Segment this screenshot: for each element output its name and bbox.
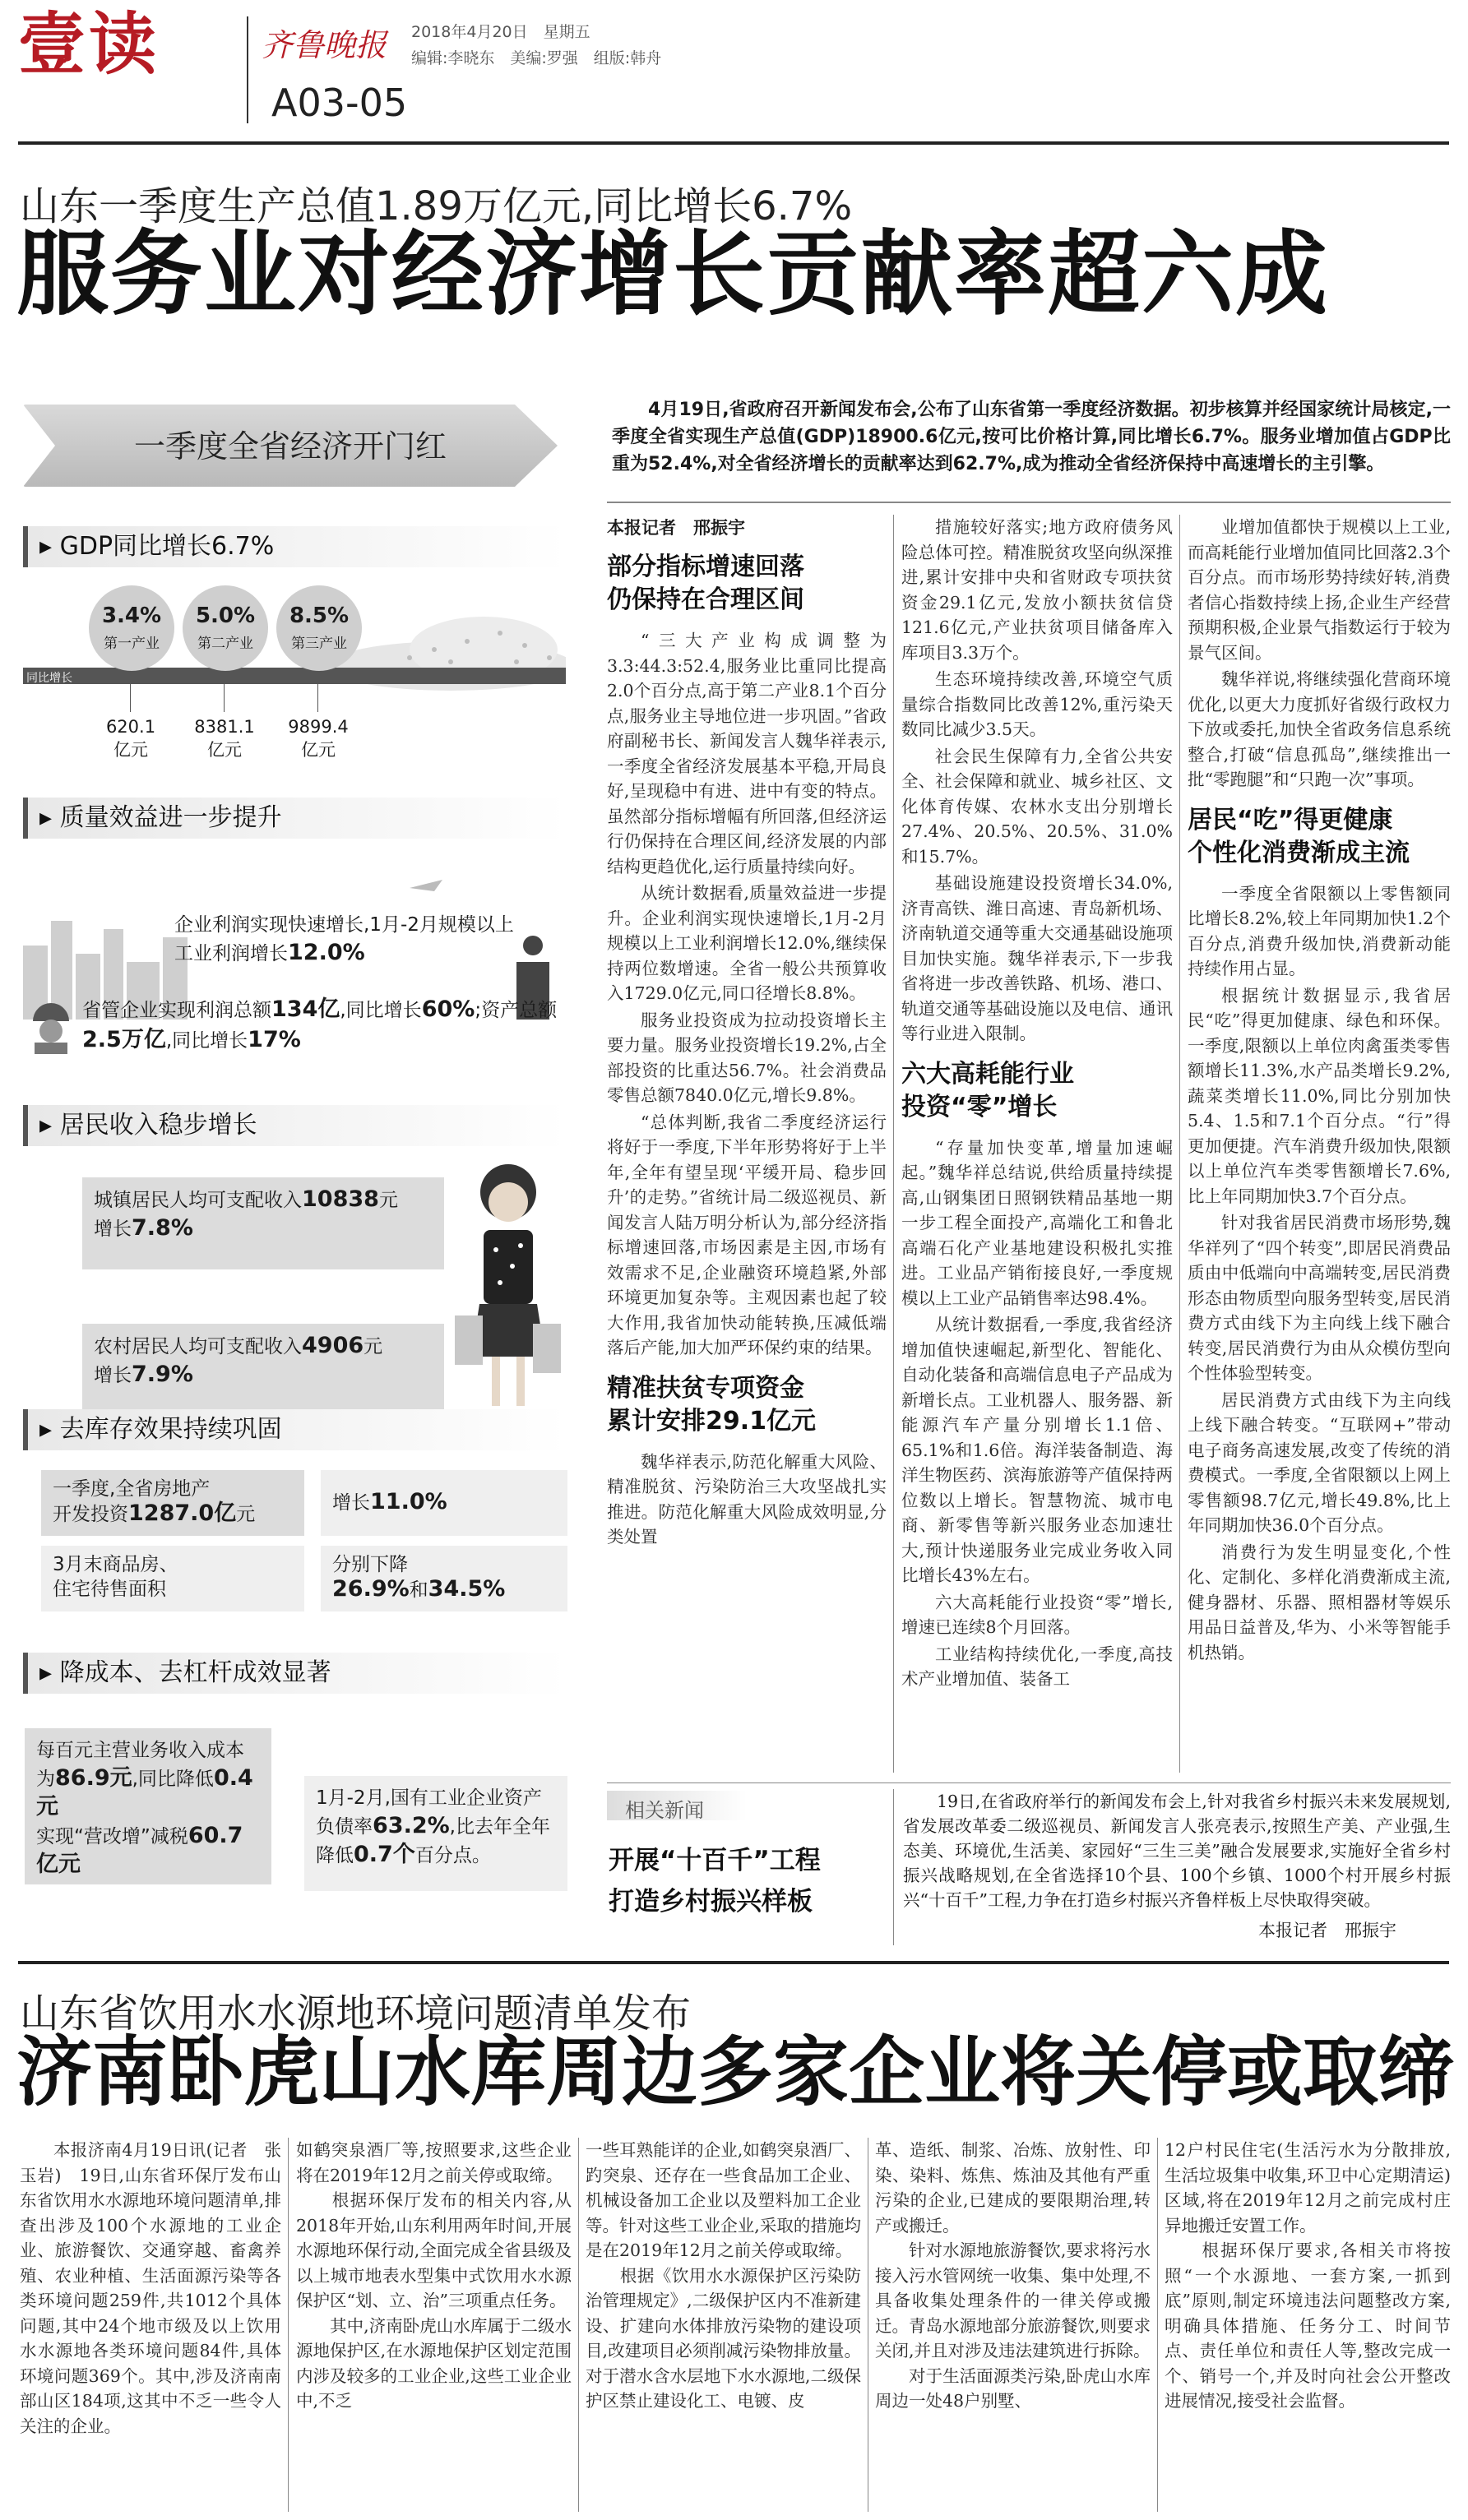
related-rule bbox=[607, 1782, 1451, 1783]
investment-label: 一季度,全省房地产 bbox=[53, 1478, 211, 1500]
leverage-label: 1月-2月,国有工业企业资产负债率 bbox=[316, 1787, 542, 1838]
paragraph: 措施较好落实;地方政府债务风险总体可控。精准脱贫攻坚向纵深推进,累计安排中央和省财政专项扶贫资金29.1亿元,发放小额扶贫信贷121.6亿元,产业扶贫项目储备库入库项目3.3万个。 bbox=[901, 517, 1173, 663]
related-news-label: 相关新闻 bbox=[625, 1799, 704, 1822]
leader-line bbox=[317, 673, 318, 712]
unit: 元 bbox=[236, 1504, 256, 1525]
related-headline-line-2: 打造乡村振兴样板 bbox=[609, 1887, 813, 1917]
paragraph: “存量加快变革,增量加速崛起。”魏华祥总结说,供给质量持续提高,山钢集团日照钢铁精品基地一期一步工程全面投产,高端化工和鲁北高端石化产业基地建设积极扎实推进。工业品产销衔接良好,一季度规模以上工业产品销售率达98.4%。 bbox=[901, 1137, 1173, 1308]
gdp-heading bbox=[23, 526, 566, 567]
article1-subhead-2: 精准扶贫专项资金 累计安排29.1亿元 bbox=[607, 1373, 817, 1436]
soe-profit-text bbox=[82, 995, 567, 1056]
article1-column-3 bbox=[1188, 515, 1451, 1773]
unit: 亿元 bbox=[207, 740, 242, 760]
article1-lede: 4月19日,省政府召开新闻发布会,公布了山东省第一季度经济数据。初步核算并经国家统计局核定,一季度全省实现生产总值(GDP)18900.6亿元,按可比价格计算,同比增长6.7%。服务业增加值占GDP比重为52.4%,对全省经济增长的贡献率达到62.7%,成为推动全省经济保持中高速增长的主引擎。 bbox=[612, 400, 1451, 474]
article1-column-1 bbox=[607, 515, 887, 1785]
inventory-label-2: 住宅待售面积 bbox=[53, 1579, 166, 1600]
paragraph: 社会民生保障有力,全省公共安全、社会保障和就业、城乡社区、文化体育传媒、农林水支出分别增长27.4%、20.5%、20.5%、31.0%和15.7%。 bbox=[901, 746, 1173, 867]
urban-income-value: 10838 bbox=[302, 1186, 379, 1212]
rural-income-value: 4906 bbox=[302, 1333, 364, 1358]
industry-value-primary bbox=[86, 717, 176, 761]
column-rule bbox=[893, 1789, 894, 1945]
paragraph: 魏华祥说,将继续强化营商环境优化,以更大力度抓好省级行政权力下放或委托,加快全省政务信息系统整合,打破“信息孤岛”,继续推出一批“零跑腿”和“只跑一次”事项。 bbox=[1188, 669, 1451, 789]
paragraph: 12户村民住宅(生活污水为分散排放,生活垃圾集中收集,环卫中心定期清运)区域,将在2019年12月之前完成村庄异地搬迁安置工作。 根据环保厅要求,各相关市将按照“一个水源地、一套方案,一抓到底”原则,制定环境违法问题整改方案,明确具体措施、任务分工、时间节点、责任单位和责任人等,整改完成一个、销号一个,并及时向社会公开整改进展情况,接受社会监督。 bbox=[1165, 2140, 1451, 2411]
triangle-icon: ▸ bbox=[39, 1111, 53, 1140]
paragraph: 生态环境持续改善,环境空气质量综合指数同比改善12%,重污染天数同比减少3.5天。 bbox=[901, 669, 1173, 739]
industry-growth: 5.0% bbox=[195, 603, 256, 628]
article2-column-2 bbox=[296, 2138, 572, 2512]
paragraph: 业增加值都快于规模以上工业,而高耗能行业增加值同比回落2.3个百分点。而市场形势持续好转,消费者信心指数持续上扬,企业生产经营预期积极,企业景气指数运行于较为景气区间。 bbox=[1188, 517, 1451, 663]
paragraph: 消费行为发生明显变化,个性化、定制化、多样化消费渐成主流,健身器材、乐器、照相器材等娱乐用品日益普及,华为、小米等智能手机热销。 bbox=[1188, 1542, 1451, 1662]
text: 分别下降 bbox=[332, 1554, 408, 1575]
profit-growth-label: 企业利润实现快速增长,1月-2月规模以上工业利润增长 bbox=[174, 914, 514, 964]
industry-name: 第二产业 bbox=[197, 636, 253, 652]
paragraph: 本报济南4月19日讯(记者 张玉岩) 19日,山东省环保厅发布山东省饮用水水源地环境问题清单,排查出涉及100个水源地的工业企业、旅游餐饮、交通穿越、畜禽养殖、农业种植、生活面源污染等各类环境问题259件,共1012个具体问题,其中24个地市级及以上饮用水水源地各类环境问题84件,具体环境问题369个。其中,涉及济南南部山区184项,这其中不乏一些令人关注的企业。 bbox=[20, 2140, 281, 2436]
masthead-rule bbox=[18, 141, 1449, 145]
industry-circle-primary bbox=[89, 585, 174, 671]
investment-growth-box bbox=[321, 1470, 567, 1536]
column-rule bbox=[578, 2138, 579, 2512]
industry-value-secondary bbox=[179, 717, 270, 761]
column-rule bbox=[1179, 515, 1180, 1773]
gdp-axis-label: 同比增长 bbox=[26, 672, 72, 685]
industry-circle-secondary bbox=[183, 585, 268, 671]
text: ,同比降低 bbox=[132, 1769, 214, 1790]
urban-income-growth: 7.8% bbox=[132, 1215, 193, 1241]
investment-value: 1287.0亿 bbox=[128, 1500, 237, 1526]
leverage-value: 63.2% bbox=[373, 1813, 450, 1838]
leverage-decline: 0.7个 bbox=[354, 1842, 415, 1867]
text: ,比去年全年降低 bbox=[316, 1816, 550, 1866]
inventory-heading bbox=[23, 1409, 566, 1450]
paragraph: 针对我省居民消费市场形势,魏华祥列了“四个转变”,即居民消费品质由中低端向中高端转变,居民消费形态由物质型向服务型转变,居民消费方式由线下为主向线上线下融合转变,居民消费行为由从众模仿型向个性体验型转变。 bbox=[1188, 1213, 1451, 1383]
soe-assets-growth: 17% bbox=[248, 1027, 301, 1052]
rural-income-growth: 7.9% bbox=[132, 1362, 193, 1387]
text: 开发投资 bbox=[53, 1504, 128, 1525]
triangle-icon: ▸ bbox=[39, 803, 53, 832]
paragraph: 服务业投资成为拉动投资增长主要力量。服务业投资增长19.2%,占全部投资的比重达56.7%。社会消费品零售总额7840.0亿元,增长9.8%。 bbox=[607, 1010, 887, 1105]
cost-label: 每百元主营业务收入成本为 bbox=[36, 1740, 244, 1790]
article1-subhead-3: 六大高耗能行业 投资“零”增长 bbox=[901, 1059, 1074, 1121]
urban-income-label: 城镇居民人均可支配收入 bbox=[94, 1190, 302, 1211]
cost-heading bbox=[23, 1653, 566, 1694]
article1-byline: 本报记者 邢振宇 bbox=[607, 518, 745, 538]
related-news-headline bbox=[609, 1840, 888, 1922]
article2-column-1 bbox=[20, 2138, 281, 2512]
inventory-label: 3月末商品房、 bbox=[53, 1554, 178, 1575]
inventory-box bbox=[41, 1546, 304, 1611]
article1-kicker: 山东一季度生产总值1.89万亿元,同比增长6.7% bbox=[20, 183, 853, 229]
column-rule bbox=[1157, 2138, 1158, 2512]
paragraph: 如鹤突泉酒厂等,按照要求,这些企业将在2019年12月之前关停或取缔。 根据环保厅发布的相关内容,从2018年开始,山东利用两年时间,开展水源地环保行动,全面完成全省县级及以上城市地表水型集中式饮用水水源保护区“划、立、治”三项重点任务。 其中,济南卧虎山水库属于二级水源地保护区,在水源地保护区划定范围内涉及较多的工业企业,这些工业企业中,不乏 bbox=[296, 2140, 572, 2411]
inventory-heading-text: 去库存效果持续巩固 bbox=[59, 1415, 282, 1444]
section-rule bbox=[18, 1961, 1449, 1964]
cost-heading-text: 降成本、去杠杆成效显著 bbox=[59, 1658, 331, 1687]
industry-circle-tertiary bbox=[276, 585, 362, 671]
quality-heading-text: 质量效益进一步提升 bbox=[59, 803, 282, 832]
text: 增长 bbox=[94, 1365, 132, 1386]
cost-decline: 0.4元 bbox=[36, 1765, 253, 1819]
lede-rule bbox=[607, 502, 1451, 503]
shopper-woman-illustration bbox=[451, 1151, 566, 1422]
text: ,同比增长 bbox=[165, 1030, 248, 1052]
text: 百分点。 bbox=[414, 1845, 491, 1866]
inventory-decline-box bbox=[321, 1546, 567, 1611]
column-rule bbox=[288, 2138, 289, 2512]
triangle-icon: ▸ bbox=[39, 532, 53, 561]
text: 和 bbox=[409, 1579, 428, 1601]
soe-profit-growth: 60% bbox=[421, 996, 475, 1022]
related-news-byline: 本报记者 邢振宇 bbox=[1258, 1921, 1396, 1940]
value: 620.1 bbox=[105, 717, 156, 737]
triangle-icon: ▸ bbox=[39, 1415, 53, 1444]
unit: 亿元 bbox=[301, 740, 336, 760]
investment-box bbox=[41, 1470, 304, 1536]
tax-cut-label: 实现“营改增”减税 bbox=[36, 1826, 188, 1847]
paragraph: 居民消费方式由线下为主向线上线下融合转变。“互联网+”带动电子商务高速发展,改变了传统的消费模式。一季度,全省限额以上网上零售额98.7亿元,增长49.8%,比上年同期加快36.0个百分点。 bbox=[1188, 1389, 1451, 1535]
leader-line bbox=[224, 673, 225, 712]
unit: 亿元 bbox=[113, 740, 148, 760]
soe-profit-label: 省管企业实现利润总额 bbox=[82, 1000, 271, 1021]
paragraph: “总体判断,我省二季度经济运行将好于一季度,下半年形势将好于上半年,全年有望呈现‘平缓开局、稳步回升’的走势。”省统计局二级巡视员、新闻发言人陆万明分析认为,部分经济指标增速回落,市场因素是主因,市场有效需求不足,企业融资环境趋紧,外部环境更加复杂等。主观因素也起了较大作用,我省加快动能转换,压减低端落后产能,加大加严环保约束的结果。 bbox=[607, 1112, 887, 1357]
profit-growth-text bbox=[174, 911, 528, 968]
related-headline-line-1: 开展“十百千”工程 bbox=[609, 1846, 821, 1875]
paragraph: 工业结构持续优化,一季度,高技术产业增加值、装备工 bbox=[901, 1644, 1173, 1689]
paragraph: 一些耳熟能详的企业,如鹤突泉酒厂、趵突泉、还存在一些食品加工企业、机械设备加工企业以及塑料加工企业等。针对这些工业企业,采取的措施均是在2019年12月之前关停或取缔。 根据《饮用水水源保护区污染防治管理规定》,二级保护区内不准新建设、扩建向水体排放污染物的建设项目,改建项目必须削减污染物排放量。对于潜水含水层地下水水源地,二级保护区禁止建设化工、电镀、皮 bbox=[586, 2140, 861, 2411]
income-heading-text: 居民收入稳步增长 bbox=[59, 1111, 257, 1140]
value: 9899.4 bbox=[288, 717, 349, 737]
text: 增长 bbox=[94, 1218, 132, 1240]
industry-value-tertiary bbox=[273, 717, 364, 761]
industry-growth: 8.5% bbox=[289, 603, 350, 628]
article1-subhead-4: 居民“吃”得更健康 个性化消费渐成主流 bbox=[1188, 805, 1410, 867]
cost-reduction-box bbox=[25, 1728, 271, 1884]
rural-income-box bbox=[82, 1324, 444, 1416]
unit: 元 bbox=[378, 1190, 398, 1211]
industry-growth: 3.4% bbox=[101, 603, 162, 628]
paragraph: 魏华祥表示,防范化解重大风险、精准脱贫、污染防治三大攻坚战扎实推进。防范化解重大风险成效明显,分类处置 bbox=[607, 1451, 887, 1547]
text: ,同比增长 bbox=[340, 1000, 422, 1021]
residential-decline: 34.5% bbox=[428, 1576, 506, 1602]
section-brand: 壹读 bbox=[18, 6, 160, 84]
industry-name: 第三产业 bbox=[291, 636, 347, 652]
quality-heading bbox=[23, 798, 566, 839]
article1-column-2 bbox=[901, 515, 1173, 1773]
article2-kicker: 山东省饮用水水源地环境问题清单发布 bbox=[20, 1991, 692, 2037]
paragraph: 一季度全省限额以上零售额同比增长8.2%,较上年同期加快1.2个百分点,消费升级加快,消费新动能持续作用占显。 bbox=[1188, 883, 1451, 978]
newspaper-logo: 齐鲁晚报 bbox=[262, 27, 387, 63]
triangle-icon: ▸ bbox=[39, 1658, 53, 1687]
editor-credits: 编辑:李晓东 美编:罗强 组版:韩舟 bbox=[411, 49, 662, 67]
masthead-divider bbox=[247, 16, 248, 123]
paragraph: 革、造纸、制浆、冶炼、放射性、印染、染料、炼焦、炼油及其他有严重污染的企业,已建成的要限期治理,转产或搬迁。 针对水源地旅游餐饮,要求将污水接入污水管网统一收集、集中处理,不具备收集处理条件的一律关停或搬迁。青岛水源地部分旅游餐饮,则要求关闭,并且对涉及违法建筑进行拆除。 对于生活面源类污染,卧虎山水库周边一处48户别墅、 bbox=[875, 2140, 1151, 2411]
commercial-decline: 26.9% bbox=[332, 1576, 410, 1602]
article1-headline: 服务业对经济增长贡献率超六成 bbox=[16, 221, 1329, 328]
industry-name: 第一产业 bbox=[104, 636, 160, 652]
issue-date: 2018年4月20日 星期五 bbox=[411, 23, 590, 41]
article2-column-4 bbox=[875, 2138, 1151, 2512]
income-heading bbox=[23, 1105, 566, 1146]
paragraph: 从统计数据看,质量效益进一步提升。企业利润实现快速增长,1月-2月规模以上工业利润增长12.0%,继续保持两位数增速。全省一般公共预算收入1729.0亿元,同口径增长8.8%。 bbox=[607, 883, 887, 1003]
value: 8381.1 bbox=[194, 717, 255, 737]
article2-column-5 bbox=[1165, 2138, 1451, 2512]
urban-income-box bbox=[82, 1177, 444, 1269]
paragraph: “三大产业构成调整为3.3:44.3:52.4,服务业比重同比提高2.0个百分点,高于第二产业8.1个百分点,服务业主导地位进一步巩固。”省政府副秘书长、新闻发言人魏华祥表示,一季度全省经济发展基本平稳,开局良好,呈现稳中有进、进中有变的特点。虽然部分指标增幅有所回落,但经济运行仍保持在合理区间,经济发展的内部结构更趋优化,运行质量持续向好。 bbox=[607, 631, 887, 876]
soe-profit-value: 134亿 bbox=[271, 996, 340, 1022]
paragraph: 六大高耗能行业投资“零”增长,增速已连续8个月回落。 bbox=[901, 1592, 1173, 1637]
paragraph: 从统计数据看,一季度,我省经济增加值快速崛起,新型化、智能化、自动化装备和高端信息电子产品成为新增长点。工业机器人、服务器、新能源汽车产量分别增长1.1倍、65.1%和1.6倍。海洋装备制造、海洋生物医药、滨海旅游等产值保持两位数以上增长。智慧物流、城市电商、新零售等新兴服务业态加速壮大,预计快递服务业完成业务收入同比增长43%左右。 bbox=[901, 1315, 1173, 1585]
cost-value: 86.9元 bbox=[55, 1765, 132, 1791]
leader-line bbox=[130, 673, 131, 712]
paragraph: 基础设施建设投资增长34.0%,济青高铁、潍日高速、青岛新机场、济南轨道交通等重大交通基础设施项目加快实施。魏华祥表示,下一步我省将进一步改善铁路、机场、港口、轨道交通等基础设施以及电信、通讯等行业进入限制。 bbox=[901, 873, 1173, 1043]
article1-subhead-1: 部分指标增速回落 仍保持在合理区间 bbox=[607, 553, 804, 614]
article2-headline: 济南卧虎山水库周边多家企业将关停或取缔 bbox=[16, 2028, 1455, 2116]
paragraph: 根据统计数据显示,我省居民“吃”得更加健康、绿色和环保。一季度,限额以上单位肉禽蛋类零售额增长11.3%,水产品类增长9.2%,蔬菜类增长11.0%,同比分别加快5.4、1.5和7.1个百分点。“行”得更加便捷。汽车消费升级加快,限额以上单位汽车类零售额增长7.6%,比上年同期加快3.7个百分点。 bbox=[1188, 985, 1451, 1206]
column-rule bbox=[893, 515, 894, 1773]
investment-growth: 11.0% bbox=[370, 1489, 447, 1514]
article2-column-3 bbox=[586, 2138, 861, 2512]
infographic-title: 一季度全省经济开门红 bbox=[133, 428, 447, 465]
profit-growth-value: 12.0% bbox=[288, 940, 365, 965]
worker-helmet-icon bbox=[26, 996, 76, 1054]
unit: 元 bbox=[364, 1336, 383, 1357]
tax-cut-value: 60.7亿元 bbox=[36, 1823, 243, 1877]
text: ;资产总额 bbox=[475, 1000, 558, 1021]
soe-assets-value: 2.5万亿 bbox=[82, 1027, 166, 1052]
rural-income-label: 农村居民人均可支配收入 bbox=[94, 1336, 302, 1357]
related-news-body: 19日,在省政府举行的新闻发布会上,针对我省乡村振兴未来发展规划,省发展改革委二级巡视员、新闻发言人张亮表示,按照生产美、产业强,生态美、环境优,生活美、家园好“三生三美”融合发展要求,实施好全省乡村振兴战略规划,在全省选择10个县、100个乡镇、1000个村开展乡村振兴“十百千”工程,力争在打造乡村振兴齐鲁样板上尽快取得突破。 bbox=[903, 1792, 1451, 1910]
page-number: A03-05 bbox=[271, 81, 408, 125]
leverage-box bbox=[304, 1776, 567, 1891]
text: 增长 bbox=[332, 1492, 370, 1514]
gdp-heading-text: GDP同比增长6.7% bbox=[59, 532, 275, 561]
